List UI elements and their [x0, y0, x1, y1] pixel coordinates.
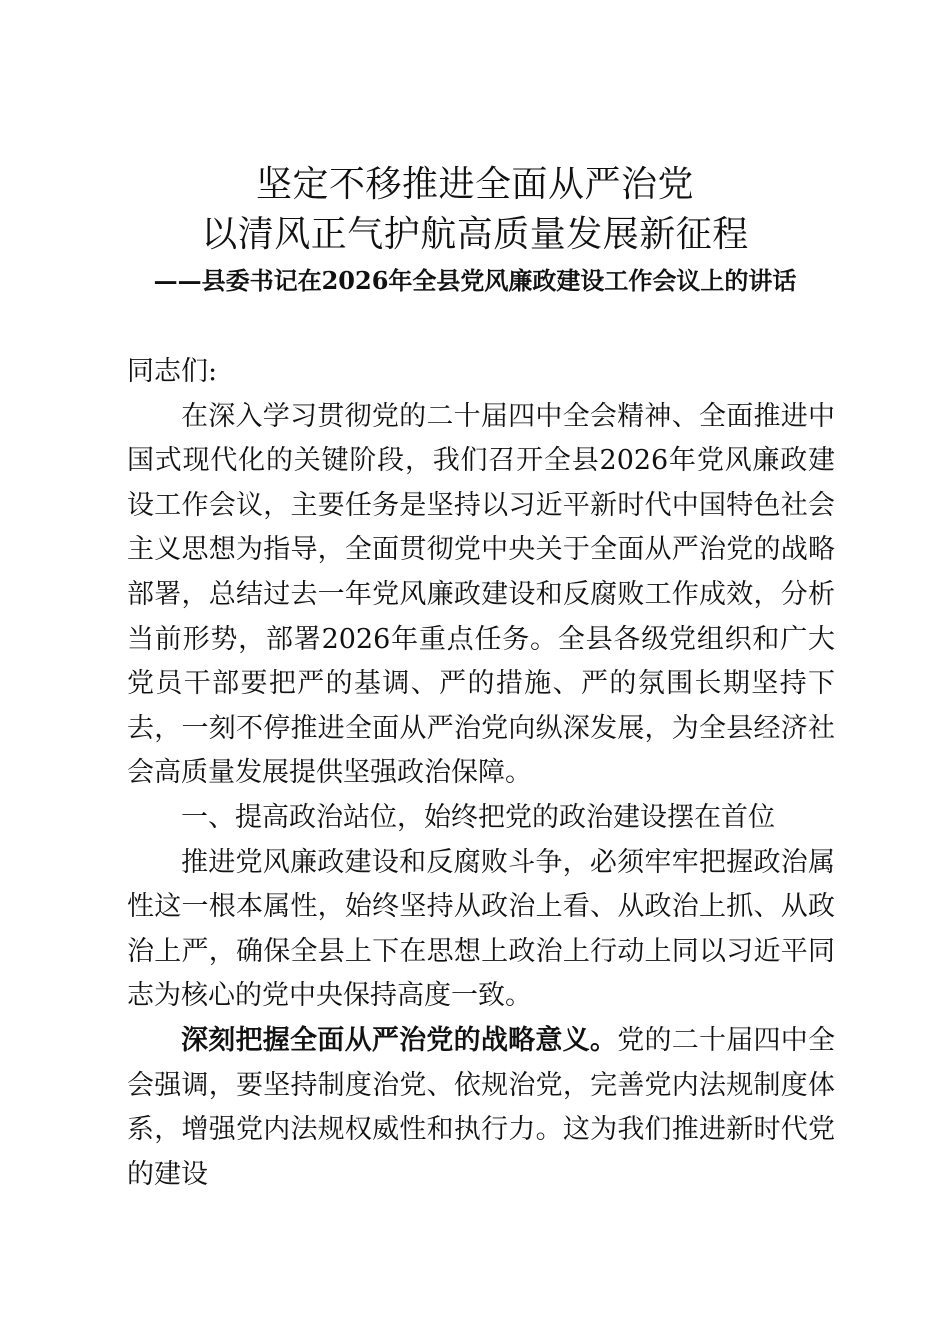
subtitle: ——县委书记在2026年全县党风廉政建设工作会议上的讲话 — [153, 266, 797, 295]
title-line-1: 坚定不移推进全面从严治党 — [255, 164, 694, 205]
salutation: 同志们: — [127, 356, 218, 387]
section-heading-1: 一、提高政治站位，始终把党的政治建设摆在首位 — [181, 801, 775, 833]
paragraph-rest: 党的二十届四中全会强调，要坚持制度治党、依规治党，完善党内法规制度体系，增强党内法规权威性和执行力。这为我们推进新时代党的建设 — [127, 1024, 836, 1190]
paragraph-lead-bold: 深刻把握全面从严治党的战略意义。 — [181, 1024, 618, 1056]
body-text — [127, 350, 835, 1197]
title-block — [0, 160, 950, 300]
paragraph-strategic-significance — [127, 1019, 835, 1197]
paragraph-section-1: 推进党风廉政建设和反腐败斗争，必须牢牢把握政治属性这一根本属性，始终坚持从政治上看、从政治上抓、从政治上严，确保全县上下在思想上政治上行动上同以习近平同志为核心的党中央保持高度一致。 — [127, 846, 835, 1012]
paragraph-intro: 在深入学习贯彻党的二十届四中全会精神、全面推进中国式现代化的关键阶段，我们召开全县2026年党风廉政建设工作会议，主要任务是坚持以习近平新时代中国特色社会主义思想为指导，全面贯彻党中央关于全面从严治党的战略部署，总结过去一年党风廉政建设和反腐败工作成效，分析当前形势，部署2026年重点任务。全县各级党组织和广大党员干部要把严的基调、严的措施、严的氛围长期坚持下去，一刻不停推进全面从严治党向纵深发展，为全县经济社会高质量发展提供坚强政治保障。 — [127, 400, 835, 789]
title-line-2: 以清风正气护航高质量发展新征程 — [201, 214, 749, 255]
